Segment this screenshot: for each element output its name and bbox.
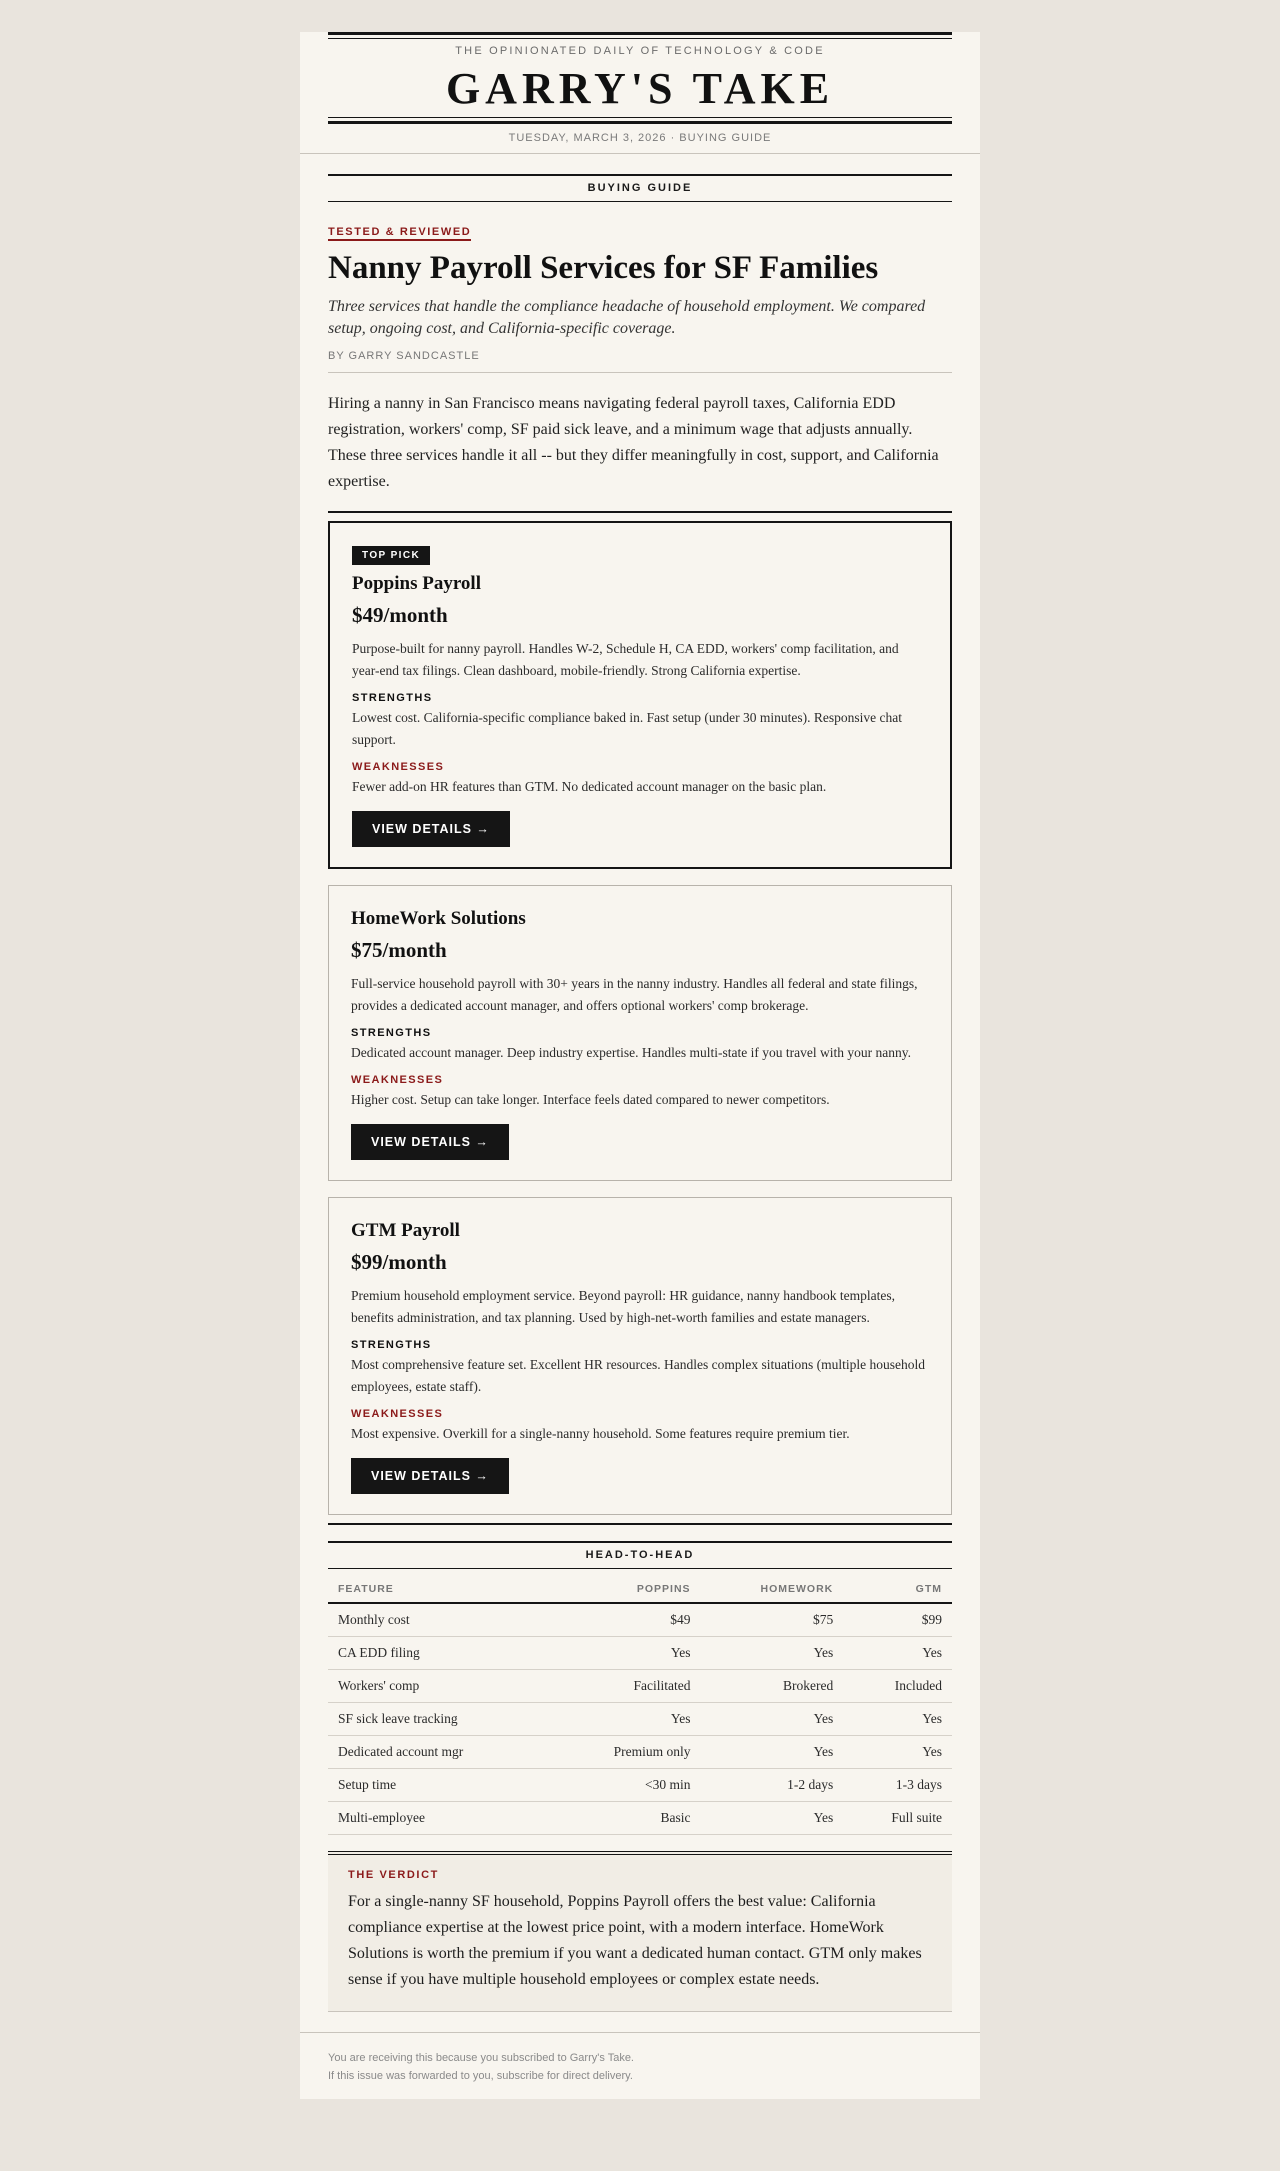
strengths-label: STRENGTHS xyxy=(351,1339,432,1352)
product-price: $99/month xyxy=(351,1250,447,1275)
footer-line: If this issue was forwarded to you, subscribe for direct delivery. xyxy=(328,2070,633,2083)
table-cell: 1-2 days xyxy=(701,1769,844,1802)
product-name: Poppins Payroll xyxy=(352,573,481,595)
table-cell: Yes xyxy=(843,1703,952,1736)
product-name: HomeWork Solutions xyxy=(351,908,526,930)
table-cell: Yes xyxy=(701,1637,844,1670)
divider xyxy=(328,511,952,513)
footer xyxy=(300,2032,980,2085)
strengths-text: Most comprehensive feature set. Excellent HR resources. Handles complex situations (multiple household employees, estate staff). xyxy=(351,1357,925,1395)
table-cell: Yes xyxy=(701,1703,844,1736)
table-cell: $75 xyxy=(701,1603,844,1637)
brand-title: GARRY'S TAKE xyxy=(445,64,835,113)
weaknesses-label: WEAKNESSES xyxy=(352,761,445,774)
verdict-box xyxy=(328,1851,952,2012)
column-header: FEATURE xyxy=(328,1573,551,1603)
divider xyxy=(300,153,980,154)
table-cell: Yes xyxy=(551,1637,700,1670)
table-cell: Brokered xyxy=(701,1670,844,1703)
intro-paragraph: Hiring a nanny in San Francisco means navigating federal payroll taxes, California EDD registration, workers' comp, SF paid sick leave, and a minimum wage that adjusts annually. These three services handle it all -- but they differ meaningfully in cost, support, and California expertise. xyxy=(328,395,939,491)
table-row xyxy=(328,1603,952,1637)
table-cell: Full suite xyxy=(843,1802,952,1835)
product-card-gtm xyxy=(328,1197,952,1515)
product-description: Premium household employment service. Beyond payroll: HR guidance, nanny handbook templates, benefits administration, and tax planning. Used by high-net-worth families and estate managers. xyxy=(351,1288,896,1326)
byline: BY GARRY SANDCASTLE xyxy=(328,350,952,373)
view-details-button[interactable]: VIEW DETAILS → xyxy=(352,811,510,847)
strengths-label: STRENGTHS xyxy=(351,1027,432,1040)
tagline: THE OPINIONATED DAILY OF TECHNOLOGY & CODE xyxy=(455,45,825,57)
strengths-label: STRENGTHS xyxy=(352,692,433,705)
masthead-rule xyxy=(328,38,952,39)
table-cell: Yes xyxy=(701,1736,844,1769)
column-header: HOMEWORK xyxy=(701,1573,844,1603)
table-cell: Premium only xyxy=(551,1736,700,1769)
column-header: POPPINS xyxy=(551,1573,700,1603)
weaknesses-text: Most expensive. Overkill for a single-nanny household. Some features require premium tier. xyxy=(351,1426,850,1442)
dateline: TUESDAY, MARCH 3, 2026 · BUYING GUIDE xyxy=(508,132,772,145)
strengths-text: Dedicated account manager. Deep industry expertise. Handles multi-state if you travel with your nanny. xyxy=(351,1045,911,1061)
product-card-poppins xyxy=(328,521,952,869)
table-cell: Workers' comp xyxy=(328,1670,551,1703)
table-cell: <30 min xyxy=(551,1769,700,1802)
masthead-rule xyxy=(328,32,952,35)
table-cell: Yes xyxy=(701,1802,844,1835)
footer-line: You are receiving this because you subscribed to Garry's Take. xyxy=(328,2052,634,2065)
comparison-title: HEAD-TO-HEAD xyxy=(328,1541,952,1569)
top-pick-badge: TOP PICK xyxy=(352,546,430,565)
table-row xyxy=(328,1802,952,1835)
newsletter-page xyxy=(300,32,980,2099)
table-cell: Facilitated xyxy=(551,1670,700,1703)
verdict-label: THE VERDICT xyxy=(348,1869,439,1882)
dek: Three services that handle the compliance headache of household employment. We compared setup, ongoing cost, and California-specific coverage. xyxy=(328,298,926,338)
product-price: $75/month xyxy=(351,938,447,963)
table-row xyxy=(328,1769,952,1802)
table-row xyxy=(328,1703,952,1736)
product-description: Purpose-built for nanny payroll. Handles W-2, Schedule H, CA EDD, workers' comp facilitation, and year-end tax filings. Clean dashboard, mobile-friendly. Strong California expertise. xyxy=(352,641,899,679)
table-cell: $49 xyxy=(551,1603,700,1637)
table-cell: Multi-employee xyxy=(328,1802,551,1835)
masthead-rule xyxy=(328,117,952,118)
weaknesses-label: WEAKNESSES xyxy=(351,1408,444,1421)
table-cell: Yes xyxy=(843,1637,952,1670)
table-cell: Setup time xyxy=(328,1769,551,1802)
table-cell: Yes xyxy=(843,1736,952,1769)
table-cell: Included xyxy=(843,1670,952,1703)
view-details-button[interactable]: VIEW DETAILS → xyxy=(351,1458,509,1494)
table-cell: Monthly cost xyxy=(328,1603,551,1637)
divider xyxy=(328,1523,952,1525)
table-cell: Basic xyxy=(551,1802,700,1835)
table-cell: SF sick leave tracking xyxy=(328,1703,551,1736)
weaknesses-text: Fewer add-on HR features than GTM. No dedicated account manager on the basic plan. xyxy=(352,779,827,795)
table-cell: Yes xyxy=(551,1703,700,1736)
table-cell: $99 xyxy=(843,1603,952,1637)
weaknesses-label: WEAKNESSES xyxy=(351,1074,444,1087)
weaknesses-text: Higher cost. Setup can take longer. Interface feels dated compared to newer competitors. xyxy=(351,1092,830,1108)
masthead xyxy=(300,32,980,153)
strengths-text: Lowest cost. California-specific compliance baked in. Fast setup (under 30 minutes). Responsive chat support. xyxy=(352,710,902,748)
product-card-homework xyxy=(328,885,952,1181)
table-cell: 1-3 days xyxy=(843,1769,952,1802)
comparison-table xyxy=(328,1573,952,1835)
kicker: TESTED & REVIEWED xyxy=(328,226,471,241)
table-row xyxy=(328,1670,952,1703)
table-cell: CA EDD filing xyxy=(328,1637,551,1670)
product-name: GTM Payroll xyxy=(351,1220,460,1242)
column-header: GTM xyxy=(843,1573,952,1603)
view-details-button[interactable]: VIEW DETAILS → xyxy=(351,1124,509,1160)
verdict-text: For a single-nanny SF household, Poppins Payroll offers the best value: California compliance expertise at the lowest price point, with a modern interface. HomeWork Solutions is worth the premium if you want a dedicated human contact. GTM only makes sense if you have multiple household employees or complex estate needs. xyxy=(348,1893,922,1989)
section-label: BUYING GUIDE xyxy=(328,174,952,202)
product-description: Full-service household payroll with 30+ years in the nanny industry. Handles all federal and state filings, provides a dedicated account manager, and offers optional workers' comp brokerage. xyxy=(351,976,918,1014)
table-row xyxy=(328,1736,952,1769)
table-cell: Dedicated account mgr xyxy=(328,1736,551,1769)
product-price: $49/month xyxy=(352,603,448,628)
table-row xyxy=(328,1637,952,1670)
headline: Nanny Payroll Services for SF Families xyxy=(328,250,879,287)
table-header-row xyxy=(328,1573,952,1603)
